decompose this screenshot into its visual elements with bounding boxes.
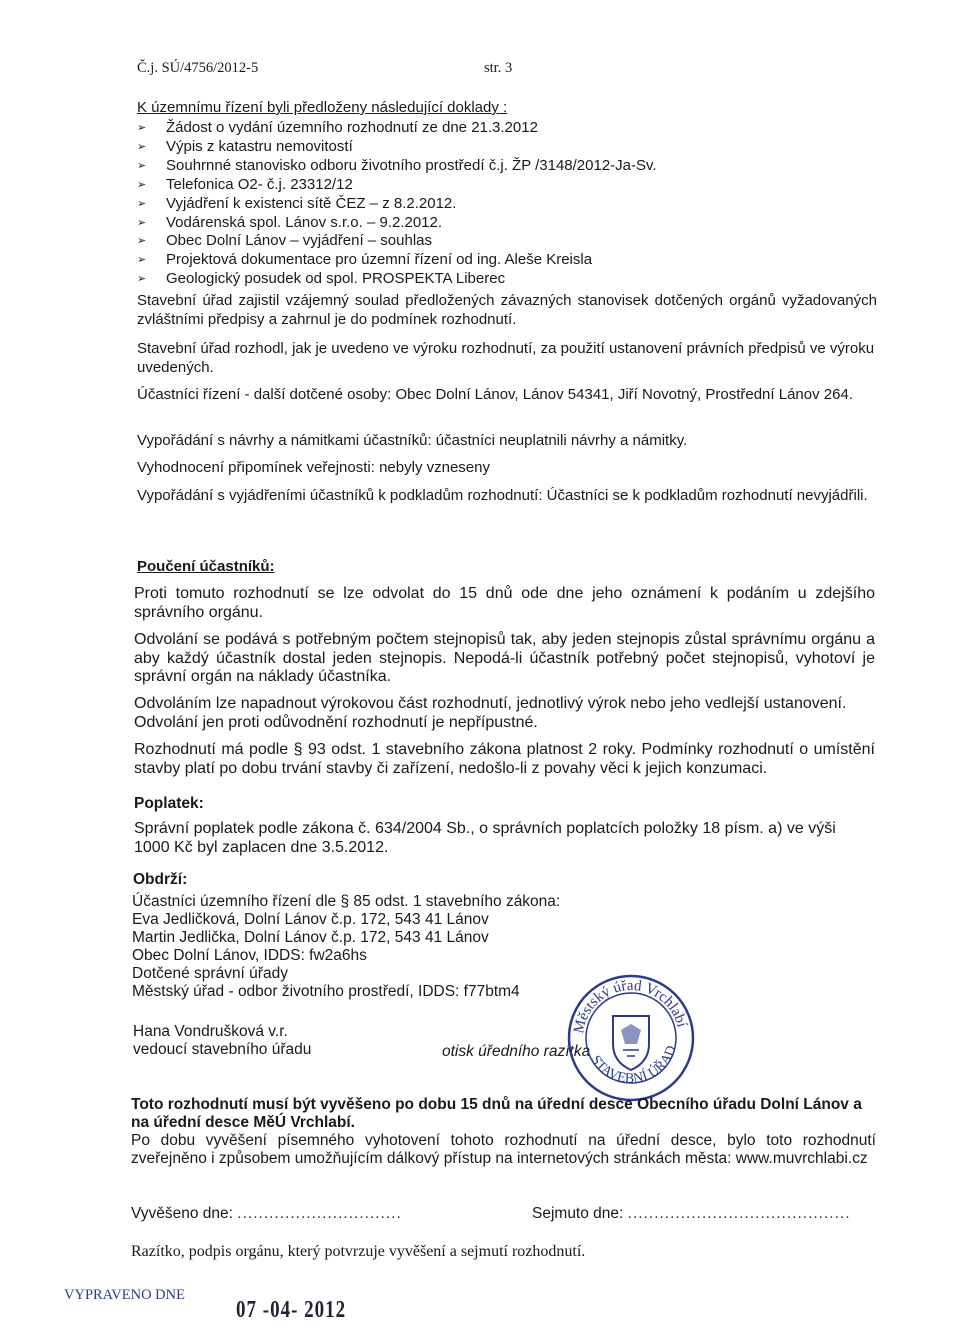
posted-blank: ............................... <box>237 1205 402 1222</box>
paragraph-public-comments: Vyhodnocení připomínek veřejnosti: nebyly vzneseny <box>137 459 490 476</box>
signer-role: vedoucí stavebního úřadu <box>133 1041 312 1058</box>
list-item: Dotčené správní úřady <box>132 965 288 982</box>
removed-field <box>532 1205 851 1223</box>
list-item: ➢ Geologický posudek od spol. PROSPEKTA Liberec <box>137 270 506 288</box>
arrow-bullet-icon: ➢ <box>137 273 147 286</box>
recipients-list <box>132 893 560 1001</box>
list-item: Účastníci územního řízení dle § 85 odst. 1 stavebního zákona: <box>132 893 561 910</box>
arrow-bullet-icon: ➢ <box>137 235 147 248</box>
list-item: ➢ Výpis z katastru nemovitostí <box>137 137 353 155</box>
arrow-bullet-icon: ➢ <box>137 197 147 210</box>
list-item: Martin Jedlička, Dolní Lánov č.p. 172, 543 41 Lánov <box>132 929 489 946</box>
paragraph-statements: Vypořádání s vyjádřeními účastníků k podkladům rozhodnutí: Účastníci se k podkladům rozhodnutí nevyjádřili. <box>137 487 868 504</box>
arrow-bullet-icon: ➢ <box>137 159 147 172</box>
arrow-bullet-icon: ➢ <box>137 254 147 267</box>
instruction-title: Poučení účastníků: <box>137 558 275 575</box>
instruction-scope: Odvoláním lze napadnout výrokovou část rozhodnutí, jednotlivý výrok nebo jeho vedlejší ustanovení. Odvolání jen proti odůvodnění rozhodnutí je nepřípustné. <box>134 695 847 731</box>
documents-list <box>137 119 657 289</box>
instruction-copies: Odvolání se podává s potřebným počtem stejnopisů tak, aby jeden stejnopis zůstal správnímu orgánu a aby každý účastník dostal jeden stejnopis. Nepodá-li účastník potřebný počet stejnopisů, vyhotoví je správní orgán na náklady účastníka. <box>134 631 875 685</box>
instruction-appeal: Proti tomuto rozhodnutí se lze odvolat do 15 dnů ode dne jeho oznámení k podáním u zdejšího správního orgánu. <box>134 585 875 621</box>
arrow-bullet-icon: ➢ <box>137 140 147 153</box>
list-item: ➢ Žádost o vydání územního rozhodnutí ze dne 21.3.2012 <box>137 119 538 136</box>
instruction-validity: Rozhodnutí má podle § 93 odst. 1 stavebního zákona platnost 2 roky. Podmínky rozhodnutí o umístění stavby platí po dobu trvání stavby či zařízení, nedošlo-li z povahy věci k jejich konzumaci. <box>134 741 875 777</box>
posted-field <box>131 1205 402 1223</box>
paragraph-consistency: Stavební úřad zajistil vzájemný soulad předložených závazných stanovisek dotčených orgánů vyžadovaných zvláštními předpisy a zahrnul je do podmínek rozhodnutí. <box>137 292 877 328</box>
paragraph-objections: Vypořádání s návrhy a námitkami účastníků: účastníci neuplatnili návrhy a námitky. <box>137 432 688 449</box>
list-item: ➢ Vyjádření k existenci sítě ČEZ – z 8.2.2012. <box>137 194 457 212</box>
list-item: Městský úřad - odbor životního prostředí, IDDS: f77btm4 <box>132 983 520 1000</box>
list-item: ➢ Telefonica O2- č.j. 23312/12 <box>137 175 353 193</box>
notice-text: Po dobu vyvěšení písemného vyhotovení tohoto rozhodnutí na úřední desce, bylo toto rozhodnutí zveřejněno i způsobem umožňujícím dálkový přístup na internetových stránkách města: www.muvrchlabi.cz <box>131 1132 876 1167</box>
list-item: Obec Dolní Lánov, IDDS: fw2a6hs <box>132 947 367 964</box>
fee-title: Poplatek: <box>134 795 204 812</box>
sent-stamp-label: VYPRAVENO DNE <box>64 1287 185 1303</box>
signer-name: Hana Vondrušková v.r. <box>133 1023 288 1040</box>
removed-blank: .......................................... <box>627 1205 851 1222</box>
svg-text:STAVEBNÍ ÚŘAD: STAVEBNÍ ÚŘAD <box>587 1043 680 1087</box>
posted-label: Vyvěšeno dne: <box>131 1205 233 1222</box>
list-item: ➢ Souhrnné stanovisko odboru životního prostředí č.j. ŽP /3148/2012-Ja-Sv. <box>137 156 657 174</box>
recipients-title: Obdrží: <box>133 871 188 888</box>
documents-title: K územnímu řízení byli předloženy následující doklady : <box>137 99 508 116</box>
list-item: ➢ Vodárenská spol. Lánov s.r.o. – 9.2.2012. <box>137 213 443 231</box>
svg-text:Městský úřad Vrchlabí: Městský úřad Vrchlabí <box>571 977 690 1035</box>
reference-number: Č.j. SÚ/4756/2012-5 <box>137 60 259 76</box>
list-item: ➢ Obec Dolní Lánov – vyjádření – souhlas <box>137 232 432 250</box>
arrow-bullet-icon: ➢ <box>137 178 147 191</box>
page-number: str. 3 <box>484 60 513 76</box>
stamp-note: otisk úředního razítka <box>442 1043 591 1060</box>
paragraph-participants: Účastníci řízení - další dotčené osoby: Obec Dolní Lánov, Lánov 54341, Jiří Novotný, Prostřední Lánov 264. <box>137 386 853 403</box>
footer-note: Razítko, podpis orgánu, který potvrzuje vyvěšení a sejmutí rozhodnutí. <box>131 1243 586 1260</box>
list-item: ➢ Projektová dokumentace pro územní řízení od ing. Aleše Kreisla <box>137 251 593 269</box>
removed-label: Sejmuto dne: <box>532 1205 624 1222</box>
arrow-bullet-icon: ➢ <box>137 122 147 134</box>
arrow-bullet-icon: ➢ <box>137 216 147 229</box>
list-item: Eva Jedličková, Dolní Lánov č.p. 172, 543 41 Lánov <box>132 911 489 928</box>
sent-stamp-date: 07 -04- 2012 <box>236 1297 347 1324</box>
signer <box>133 1023 311 1059</box>
notice-heading: Toto rozhodnutí musí být vyvěšeno po dobu 15 dnů na úřední desce Obecního úřadu Dolní Lánov a na úřední desce MěÚ Vrchlabí. <box>131 1096 862 1131</box>
paragraph-decision: Stavební úřad rozhodl, jak je uvedeno ve výroku rozhodnutí, za použití ustanovení právních předpisů ve výroku uvedených. <box>137 340 875 376</box>
official-stamp-icon <box>565 972 697 1104</box>
fee-text: Správní poplatek podle zákona č. 634/2004 Sb., o správních poplatcích položky 18 písm. a) ve výši 1000 Kč byl zaplacen dne 3.5.2012. <box>134 820 836 856</box>
